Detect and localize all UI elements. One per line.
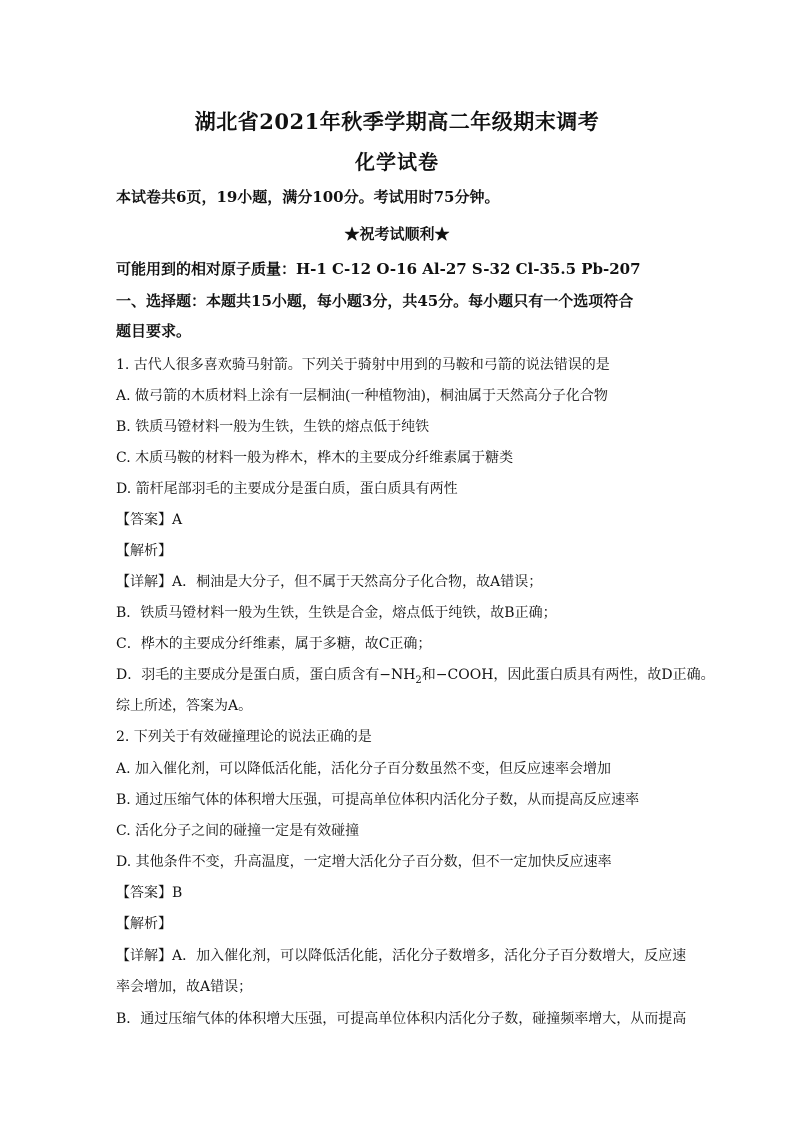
q2-option-b: B. 通过压缩气体的体积增大压强，可提高单位体积内活化分子数，从而提高反应速率: [116, 792, 640, 808]
q2-detail-b-line1: B．通过压缩气体的体积增大压强，可提高单位体积内活化分子数，碰撞频率增大，从而提高: [116, 1011, 687, 1027]
q1-detail-d-subscript: 2: [415, 674, 422, 686]
exam-title: 湖北省2021年秋季学期高二年级期末调考: [194, 109, 600, 134]
q1-detail-d-pre: D．羽毛的主要成分是蛋白质，蛋白质含有−NH: [116, 667, 416, 683]
q2-answer: 【答案】B: [116, 885, 183, 901]
q1-summary: 综上所述，答案为A。: [116, 698, 253, 714]
exam-subtitle: 化学试卷: [355, 150, 439, 174]
q2-option-c: C. 活化分子之间的碰撞一定是有效碰撞: [116, 823, 360, 839]
q1-option-a: A. 做弓箭的木质材料上涂有一层桐油(一种植物油)，桐油属于天然高分子化合物: [116, 388, 608, 404]
q1-detail-d: [116, 664, 715, 686]
section-heading: 一、选择题：本题共15小题，每小题3分，共45分。每小题只有一个选项符合: [116, 292, 634, 310]
q1-option-c: C. 木质马鞍的材料一般为桦木，桦木的主要成分纤维素属于糖类: [116, 450, 514, 466]
q1-detail-c: C．桦木的主要成分纤维素，属于多糖，故C正确；: [116, 636, 432, 652]
q1-answer: 【答案】A: [116, 512, 183, 528]
section-heading-cont: 题目要求。: [116, 322, 192, 340]
q1-option-d: D. 箭杆尾部羽毛的主要成分是蛋白质，蛋白质具有两性: [116, 481, 458, 497]
q2-option-d: D. 其他条件不变，升高温度，一定增大活化分子百分数，但不一定加快反应速率: [116, 854, 612, 870]
q2-stem: 2. 下列关于有效碰撞理论的说法正确的是: [116, 729, 372, 745]
q2-detail-a-line1: 【详解】A．加入催化剂，可以降低活化能，活化分子数增多，活化分子百分数增大，反应速: [116, 948, 687, 964]
q1-detail-a: 【详解】A．桐油是大分子，但不属于天然高分子化合物，故A错误；: [116, 574, 543, 590]
q1-option-b: B. 铁质马镫材料一般为生铁，生铁的熔点低于纯铁: [116, 419, 430, 435]
q1-detail-d-post: 和−COOH，因此蛋白质具有两性，故D正确。: [421, 667, 715, 683]
exam-wish: ★祝考试顺利★: [344, 225, 450, 243]
q1-analysis-label: 【解析】: [116, 543, 172, 559]
q2-analysis-label: 【解析】: [116, 916, 172, 932]
atomic-mass-line: 可能用到的相对原子质量：H-1 C-12 O-16 Al-27 S-32 Cl-35.5 Pb-207: [116, 260, 641, 278]
q2-option-a: A. 加入催化剂，可以降低活化能，活化分子百分数虽然不变，但反应速率会增加: [116, 761, 612, 777]
q1-detail-b: B．铁质马镫材料一般为生铁，生铁是合金，熔点低于纯铁，故B正确；: [116, 605, 557, 621]
q1-stem: 1. 古代人很多喜欢骑马射箭。下列关于骑射中用到的马鞍和弓箭的说法错误的是: [116, 357, 610, 373]
exam-info: 本试卷共6页，19小题，满分100分。考试用时75分钟。: [116, 188, 500, 206]
q2-detail-a-line2: 率会增加，故A错误；: [116, 979, 253, 995]
